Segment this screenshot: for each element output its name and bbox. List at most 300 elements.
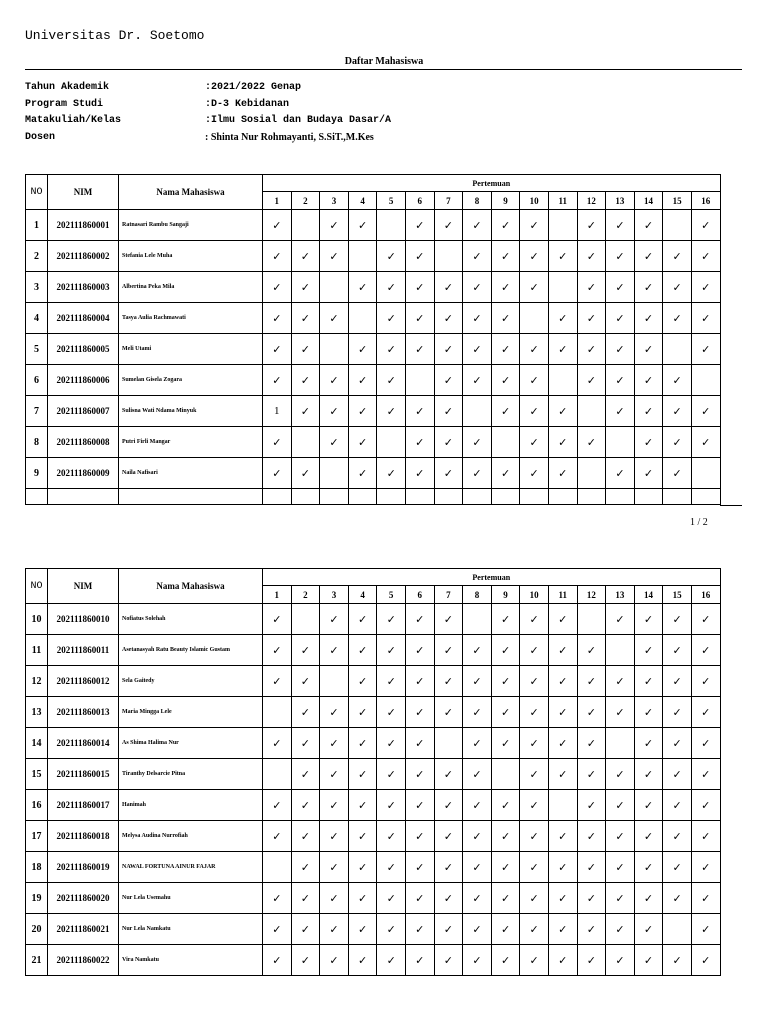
attendance-mark: ✓ [405, 604, 434, 635]
blank-cell [263, 489, 292, 505]
attendance-mark: ✓ [491, 883, 520, 914]
attendance-mark [577, 604, 606, 635]
attendance-mark: ✓ [606, 883, 635, 914]
attendance-mark: ✓ [577, 635, 606, 666]
attendance-mark: ✓ [263, 241, 292, 272]
attendance-mark: ✓ [663, 303, 692, 334]
attendance-mark: ✓ [606, 241, 635, 272]
attendance-mark: ✓ [377, 852, 406, 883]
attendance-mark: ✓ [320, 852, 349, 883]
column-header-pertemuan: Pertemuan [263, 569, 721, 586]
student-nim: 202111860008 [48, 427, 119, 458]
student-nim: 202111860021 [48, 914, 119, 945]
blank-row [26, 489, 721, 505]
student-name: Putri Firli Mangar [119, 427, 263, 458]
attendance-mark: ✓ [520, 396, 549, 427]
attendance-mark: ✓ [263, 945, 292, 976]
attendance-mark [348, 303, 377, 334]
student-nim: 202111860020 [48, 883, 119, 914]
attendance-mark: ✓ [463, 945, 492, 976]
student-name: Albertina Peka Mila [119, 272, 263, 303]
attendance-mark: ✓ [606, 272, 635, 303]
meeting-number: 9 [491, 192, 520, 210]
attendance-mark: ✓ [491, 852, 520, 883]
attendance-mark: ✓ [377, 697, 406, 728]
attendance-mark: ✓ [634, 728, 663, 759]
blank-cell [377, 489, 406, 505]
meeting-number: 8 [463, 192, 492, 210]
attendance-mark [434, 728, 463, 759]
attendance-mark: ✓ [520, 759, 549, 790]
attendance-mark: ✓ [491, 396, 520, 427]
student-nim: 202111860010 [48, 604, 119, 635]
student-name: Asetanasyah Ratu Beauty Islamic Gustam [119, 635, 263, 666]
attendance-mark: ✓ [577, 427, 606, 458]
attendance-mark: ✓ [405, 883, 434, 914]
attendance-mark: ✓ [634, 945, 663, 976]
title-divider [25, 69, 742, 70]
attendance-mark: ✓ [434, 396, 463, 427]
attendance-mark: ✓ [434, 604, 463, 635]
attendance-mark: ✓ [377, 790, 406, 821]
attendance-mark: ✓ [606, 697, 635, 728]
attendance-mark: ✓ [634, 334, 663, 365]
student-no: 11 [26, 635, 48, 666]
blank-cell [405, 489, 434, 505]
attendance-mark: ✓ [405, 821, 434, 852]
attendance-mark: ✓ [434, 945, 463, 976]
attendance-mark [291, 427, 320, 458]
attendance-mark: ✓ [548, 241, 577, 272]
attendance-mark: ✓ [634, 914, 663, 945]
meeting-number: 12 [577, 192, 606, 210]
attendance-mark: ✓ [606, 458, 635, 489]
attendance-mark [463, 604, 492, 635]
student-nim: 202111860019 [48, 852, 119, 883]
attendance-mark: ✓ [548, 427, 577, 458]
attendance-mark: ✓ [263, 914, 292, 945]
attendance-mark: ✓ [520, 728, 549, 759]
student-no: 9 [26, 458, 48, 489]
attendance-mark: ✓ [348, 883, 377, 914]
attendance-mark [606, 728, 635, 759]
meeting-number: 11 [548, 586, 577, 604]
info-label: Tahun Akademik [25, 82, 110, 93]
attendance-mark [320, 272, 349, 303]
attendance-mark: ✓ [263, 728, 292, 759]
student-no: 17 [26, 821, 48, 852]
attendance-mark [663, 334, 692, 365]
meeting-number: 6 [405, 192, 434, 210]
attendance-mark: ✓ [320, 883, 349, 914]
attendance-mark: ✓ [263, 821, 292, 852]
attendance-mark: ✓ [348, 210, 377, 241]
attendance-mark: ✓ [491, 697, 520, 728]
attendance-mark: ✓ [377, 821, 406, 852]
attendance-mark: ✓ [434, 697, 463, 728]
attendance-mark: ✓ [348, 914, 377, 945]
attendance-mark [606, 427, 635, 458]
attendance-mark: ✓ [291, 759, 320, 790]
attendance-mark: ✓ [463, 458, 492, 489]
blank-cell [548, 489, 577, 505]
attendance-mark: ✓ [405, 396, 434, 427]
attendance-mark: ✓ [491, 210, 520, 241]
attendance-mark [377, 210, 406, 241]
attendance-mark: ✓ [263, 365, 292, 396]
student-name: Naila Nafisari [119, 458, 263, 489]
page-number: 1 / 2 [690, 517, 708, 528]
attendance-mark: ✓ [463, 666, 492, 697]
attendance-mark: ✓ [634, 427, 663, 458]
student-name: Sela Gaitedy [119, 666, 263, 697]
attendance-mark: ✓ [548, 635, 577, 666]
student-no: 3 [26, 272, 48, 303]
student-name: Nur Lela Namkatu [119, 914, 263, 945]
attendance-mark [548, 210, 577, 241]
attendance-mark: ✓ [291, 635, 320, 666]
attendance-mark: ✓ [691, 728, 720, 759]
attendance-mark: ✓ [663, 396, 692, 427]
attendance-mark: ✓ [405, 272, 434, 303]
attendance-mark: ✓ [548, 759, 577, 790]
blank-cell [434, 489, 463, 505]
column-header-name: Nama Mahasiswa [119, 569, 263, 604]
attendance-mark [663, 210, 692, 241]
attendance-mark: ✓ [263, 883, 292, 914]
attendance-mark: ✓ [405, 635, 434, 666]
attendance-mark: ✓ [434, 635, 463, 666]
attendance-mark: ✓ [663, 241, 692, 272]
student-row [26, 821, 721, 852]
attendance-mark: ✓ [405, 945, 434, 976]
attendance-mark [291, 210, 320, 241]
student-nim: 202111860006 [48, 365, 119, 396]
blank-cell [634, 489, 663, 505]
attendance-mark: ✓ [320, 914, 349, 945]
attendance-mark: ✓ [606, 666, 635, 697]
attendance-mark: ✓ [548, 728, 577, 759]
column-header-name: Nama Mahasiswa [119, 175, 263, 210]
blank-cell [491, 489, 520, 505]
attendance-mark: ✓ [434, 821, 463, 852]
attendance-mark: ✓ [291, 666, 320, 697]
attendance-mark: ✓ [520, 427, 549, 458]
student-no: 4 [26, 303, 48, 334]
student-row [26, 334, 721, 365]
attendance-mark: ✓ [520, 210, 549, 241]
attendance-mark: ✓ [320, 821, 349, 852]
meeting-number: 4 [348, 586, 377, 604]
meeting-number: 10 [520, 192, 549, 210]
attendance-mark: ✓ [691, 945, 720, 976]
attendance-mark: ✓ [577, 334, 606, 365]
header-row [26, 569, 721, 586]
blank-cell [320, 489, 349, 505]
attendance-mark: ✓ [548, 697, 577, 728]
student-row [26, 914, 721, 945]
course-info [25, 82, 391, 149]
attendance-mark: ✓ [463, 759, 492, 790]
info-row-course-class [25, 115, 391, 132]
student-no: 10 [26, 604, 48, 635]
student-name: Hanimah [119, 790, 263, 821]
attendance-mark: ✓ [548, 604, 577, 635]
attendance-mark: ✓ [320, 303, 349, 334]
attendance-mark: ✓ [691, 914, 720, 945]
meeting-number: 3 [320, 192, 349, 210]
attendance-mark: ✓ [606, 790, 635, 821]
attendance-mark [463, 396, 492, 427]
attendance-mark: ✓ [405, 334, 434, 365]
meeting-number: 2 [291, 586, 320, 604]
attendance-mark: ✓ [520, 334, 549, 365]
attendance-mark: ✓ [606, 396, 635, 427]
attendance-mark: ✓ [348, 334, 377, 365]
attendance-mark: ✓ [577, 303, 606, 334]
attendance-mark: ✓ [405, 666, 434, 697]
attendance-mark: ✓ [577, 210, 606, 241]
attendance-mark: ✓ [377, 604, 406, 635]
student-nim: 202111860009 [48, 458, 119, 489]
meeting-number: 14 [634, 586, 663, 604]
attendance-mark: ✓ [634, 697, 663, 728]
info-row-academic-year [25, 82, 391, 99]
attendance-table-page-1 [25, 174, 721, 505]
attendance-mark: ✓ [634, 883, 663, 914]
attendance-mark: ✓ [291, 241, 320, 272]
attendance-mark [320, 334, 349, 365]
attendance-mark: ✓ [577, 365, 606, 396]
header-row [26, 175, 721, 192]
attendance-mark [577, 458, 606, 489]
blank-cell [663, 489, 692, 505]
attendance-mark: ✓ [377, 945, 406, 976]
student-no: 18 [26, 852, 48, 883]
attendance-mark: ✓ [263, 458, 292, 489]
blank-cell [463, 489, 492, 505]
student-row [26, 396, 721, 427]
attendance-mark: ✓ [463, 728, 492, 759]
attendance-mark: ✓ [663, 666, 692, 697]
attendance-mark [291, 604, 320, 635]
attendance-mark: ✓ [434, 790, 463, 821]
attendance-mark: ✓ [405, 759, 434, 790]
student-no: 1 [26, 210, 48, 241]
attendance-mark: ✓ [291, 697, 320, 728]
attendance-mark [348, 241, 377, 272]
attendance-mark: ✓ [348, 697, 377, 728]
attendance-mark: ✓ [463, 852, 492, 883]
attendance-mark: ✓ [577, 759, 606, 790]
student-nim: 202111860007 [48, 396, 119, 427]
student-row [26, 604, 721, 635]
attendance-mark: ✓ [348, 365, 377, 396]
attendance-mark [377, 427, 406, 458]
meeting-number: 11 [548, 192, 577, 210]
attendance-mark: ✓ [291, 334, 320, 365]
attendance-mark: ✓ [691, 697, 720, 728]
attendance-mark: ✓ [491, 945, 520, 976]
attendance-mark: ✓ [434, 427, 463, 458]
info-value: :Ilmu Sosial dan Budaya Dasar/A [205, 115, 392, 127]
attendance-mark: ✓ [291, 458, 320, 489]
meeting-number: 8 [463, 586, 492, 604]
attendance-mark [548, 272, 577, 303]
attendance-mark [548, 365, 577, 396]
attendance-mark: ✓ [663, 427, 692, 458]
attendance-mark: ✓ [520, 604, 549, 635]
university-name: Universitas Dr. Soetomo [25, 28, 205, 43]
meeting-number: 9 [491, 586, 520, 604]
student-name: Tasya Aulia Rachmawati [119, 303, 263, 334]
attendance-mark: ✓ [434, 852, 463, 883]
attendance-mark: ✓ [663, 790, 692, 821]
document-title: Daftar Mahasiswa [344, 56, 424, 67]
student-no: 5 [26, 334, 48, 365]
attendance-mark: ✓ [463, 241, 492, 272]
blank-cell [26, 489, 48, 505]
attendance-mark: ✓ [663, 635, 692, 666]
attendance-mark: ✓ [634, 303, 663, 334]
blank-cell [291, 489, 320, 505]
student-row [26, 272, 721, 303]
blank-cell [606, 489, 635, 505]
student-no: 15 [26, 759, 48, 790]
student-no: 16 [26, 790, 48, 821]
info-row-study-program [25, 99, 391, 116]
student-row [26, 790, 721, 821]
attendance-mark: ✓ [577, 945, 606, 976]
attendance-mark: ✓ [548, 852, 577, 883]
attendance-mark: ✓ [634, 365, 663, 396]
attendance-mark: ✓ [263, 790, 292, 821]
student-name: Sulisna Wati Ndama Minyuk [119, 396, 263, 427]
student-name: Nur Lela Usemahu [119, 883, 263, 914]
attendance-mark: ✓ [434, 914, 463, 945]
meeting-number: 10 [520, 586, 549, 604]
attendance-mark: ✓ [491, 458, 520, 489]
attendance-mark: ✓ [663, 821, 692, 852]
attendance-mark: ✓ [491, 728, 520, 759]
column-header-no: NO [26, 569, 48, 604]
attendance-mark: ✓ [348, 604, 377, 635]
student-name: As Shima Halima Nur [119, 728, 263, 759]
attendance-mark: ✓ [463, 365, 492, 396]
attendance-mark: ✓ [520, 241, 549, 272]
attendance-mark: ✓ [320, 790, 349, 821]
attendance-mark: ✓ [491, 666, 520, 697]
meeting-number: 6 [405, 586, 434, 604]
attendance-mark: ✓ [405, 427, 434, 458]
attendance-mark: ✓ [463, 272, 492, 303]
attendance-mark: ✓ [634, 396, 663, 427]
attendance-mark: ✓ [634, 821, 663, 852]
student-row [26, 666, 721, 697]
student-no: 2 [26, 241, 48, 272]
attendance-mark: ✓ [663, 365, 692, 396]
attendance-mark: ✓ [320, 759, 349, 790]
attendance-mark: ✓ [577, 852, 606, 883]
attendance-mark: ✓ [348, 728, 377, 759]
student-nim: 202111860005 [48, 334, 119, 365]
student-nim: 202111860015 [48, 759, 119, 790]
attendance-mark: ✓ [634, 272, 663, 303]
column-header-nim: NIM [48, 175, 119, 210]
attendance-mark: ✓ [377, 334, 406, 365]
attendance-mark: ✓ [463, 821, 492, 852]
attendance-mark: ✓ [548, 396, 577, 427]
student-row [26, 210, 721, 241]
attendance-mark: ✓ [320, 945, 349, 976]
attendance-mark: ✓ [577, 272, 606, 303]
student-row [26, 458, 721, 489]
attendance-mark: ✓ [434, 365, 463, 396]
attendance-mark: ✓ [663, 759, 692, 790]
attendance-mark: ✓ [377, 883, 406, 914]
attendance-mark: ✓ [520, 635, 549, 666]
meeting-number: 7 [434, 192, 463, 210]
attendance-mark: ✓ [377, 728, 406, 759]
student-no: 21 [26, 945, 48, 976]
blank-cell [348, 489, 377, 505]
attendance-mark: ✓ [520, 272, 549, 303]
attendance-mark: ✓ [348, 427, 377, 458]
attendance-mark: ✓ [291, 303, 320, 334]
student-row [26, 883, 721, 914]
attendance-mark: ✓ [320, 241, 349, 272]
student-row [26, 427, 721, 458]
info-label: Program Studi [25, 98, 104, 110]
attendance-mark: ✓ [520, 458, 549, 489]
meeting-number: 13 [606, 192, 635, 210]
column-header-no: NO [26, 175, 48, 210]
attendance-mark: ✓ [663, 604, 692, 635]
attendance-mark: ✓ [691, 790, 720, 821]
attendance-mark: ✓ [663, 728, 692, 759]
attendance-mark: ✓ [263, 666, 292, 697]
attendance-mark [491, 759, 520, 790]
attendance-mark: ✓ [320, 728, 349, 759]
meeting-number: 4 [348, 192, 377, 210]
attendance-mark: ✓ [491, 272, 520, 303]
blank-cell [577, 489, 606, 505]
student-row [26, 945, 721, 976]
attendance-mark: ✓ [463, 883, 492, 914]
student-row [26, 852, 721, 883]
attendance-mark: ✓ [348, 945, 377, 976]
attendance-mark: ✓ [320, 365, 349, 396]
student-no: 13 [26, 697, 48, 728]
attendance-mark [263, 697, 292, 728]
attendance-mark: ✓ [405, 852, 434, 883]
attendance-mark: ✓ [691, 821, 720, 852]
student-nim: 202111860012 [48, 666, 119, 697]
attendance-mark: ✓ [263, 427, 292, 458]
attendance-mark: ✓ [263, 303, 292, 334]
attendance-mark: ✓ [663, 883, 692, 914]
attendance-mark [263, 852, 292, 883]
student-nim: 202111860011 [48, 635, 119, 666]
attendance-mark: ✓ [491, 914, 520, 945]
attendance-mark: ✓ [434, 666, 463, 697]
attendance-mark: ✓ [691, 427, 720, 458]
student-nim: 202111860004 [48, 303, 119, 334]
attendance-mark: ✓ [377, 272, 406, 303]
student-row [26, 241, 721, 272]
student-nim: 202111860017 [48, 790, 119, 821]
attendance-mark: ✓ [348, 821, 377, 852]
